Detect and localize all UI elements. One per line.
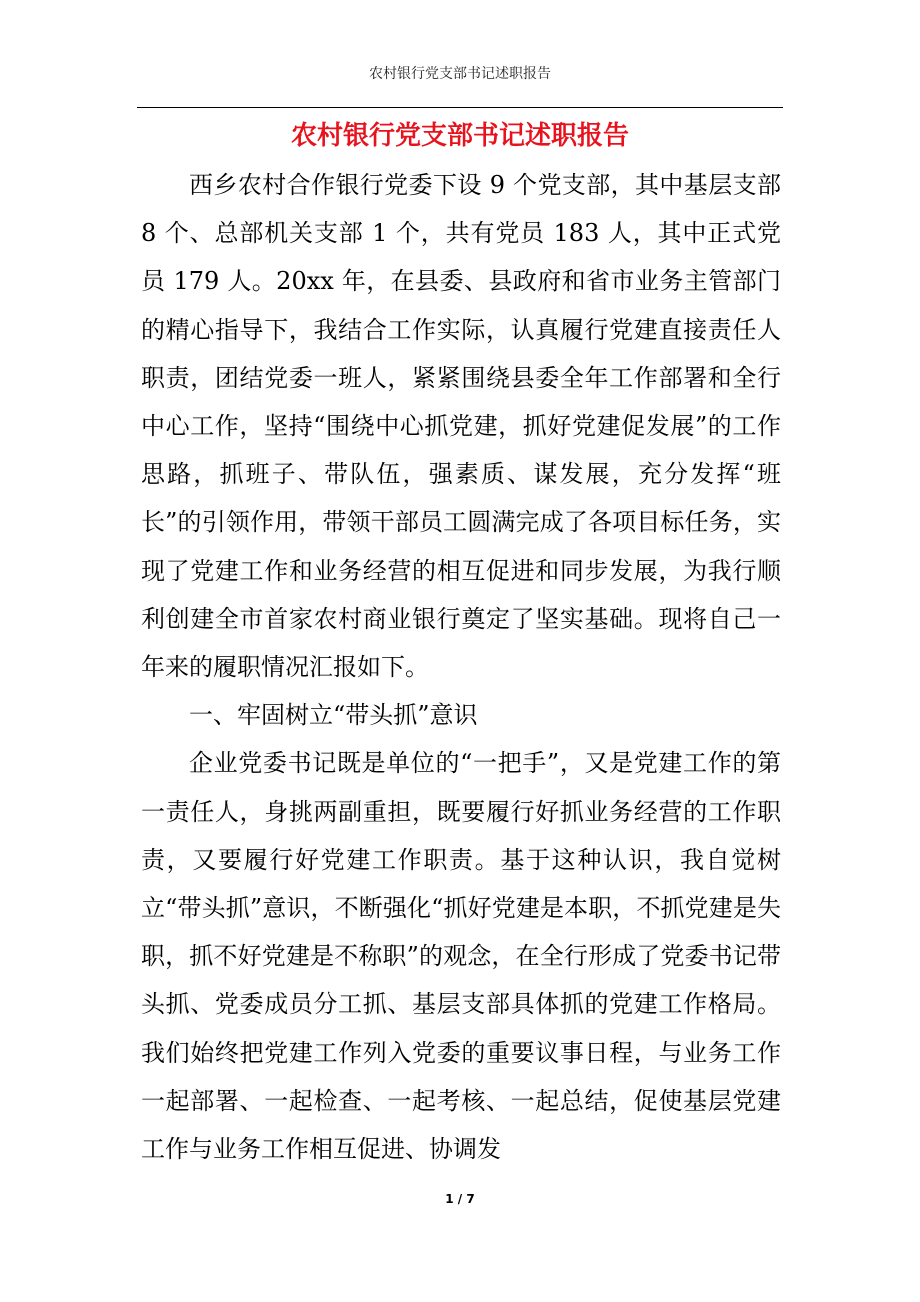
page-number: 1 / 7 xyxy=(445,1192,475,1206)
paragraph-intro: 西乡农村合作银行党委下设 9 个党支部，其中基层支部 8 个、总部机关支部 1 个，共有党员 183 人，其中正式党员 179 人。20xx 年，在县委、县政府和省市业务主管部门的精心指导下，我结合工作实际，认真履行党建直接责任人职责，团结党委一班人，紧紧围绕县委全年工作部署和全行中心工作，坚持“围绕中心抓党建，抓好党建促发展”的工作思路，抓班子、带队伍，强素质、谋发展，充分发挥“班长”的引领作用，带领干部员工圆满完成了各项目标任务，实现了党建工作和业务经营的相互促进和同步发展，为我行顺利创建全市首家农村商业银行奠定了坚实基础。现将自己一年来的履职情况汇报如下。 xyxy=(141,171,781,682)
running-header: 农村银行党支部书记述职报告 xyxy=(369,66,551,82)
document-body xyxy=(141,161,781,1173)
paragraph-section-1: 企业党委书记既是单位的“一把手”，又是党建工作的第一责任人，身挑两副重担，既要履行好抓业务经营的工作职责，又要履行好党建工作职责。基于这种认识，我自觉树立“带头抓”意识，不断强化“抓好党建是本职，不抓党建是失职，抓不好党建是不称职”的观念，在全行形成了党委书记带头抓、党委成员分工抓、基层支部具体抓的党建工作格局。我们始终把党建工作列入党委的重要议事日程，与业务工作一起部署、一起检查、一起考核、一起总结，促使基层党建工作与业务工作相互促进、协调发 xyxy=(141,749,781,1164)
header-rule xyxy=(137,107,783,108)
section-heading-1: 一、牢固树立“带头抓”意识 xyxy=(189,701,478,730)
document-title: 农村银行党支部书记述职报告 xyxy=(290,121,629,151)
